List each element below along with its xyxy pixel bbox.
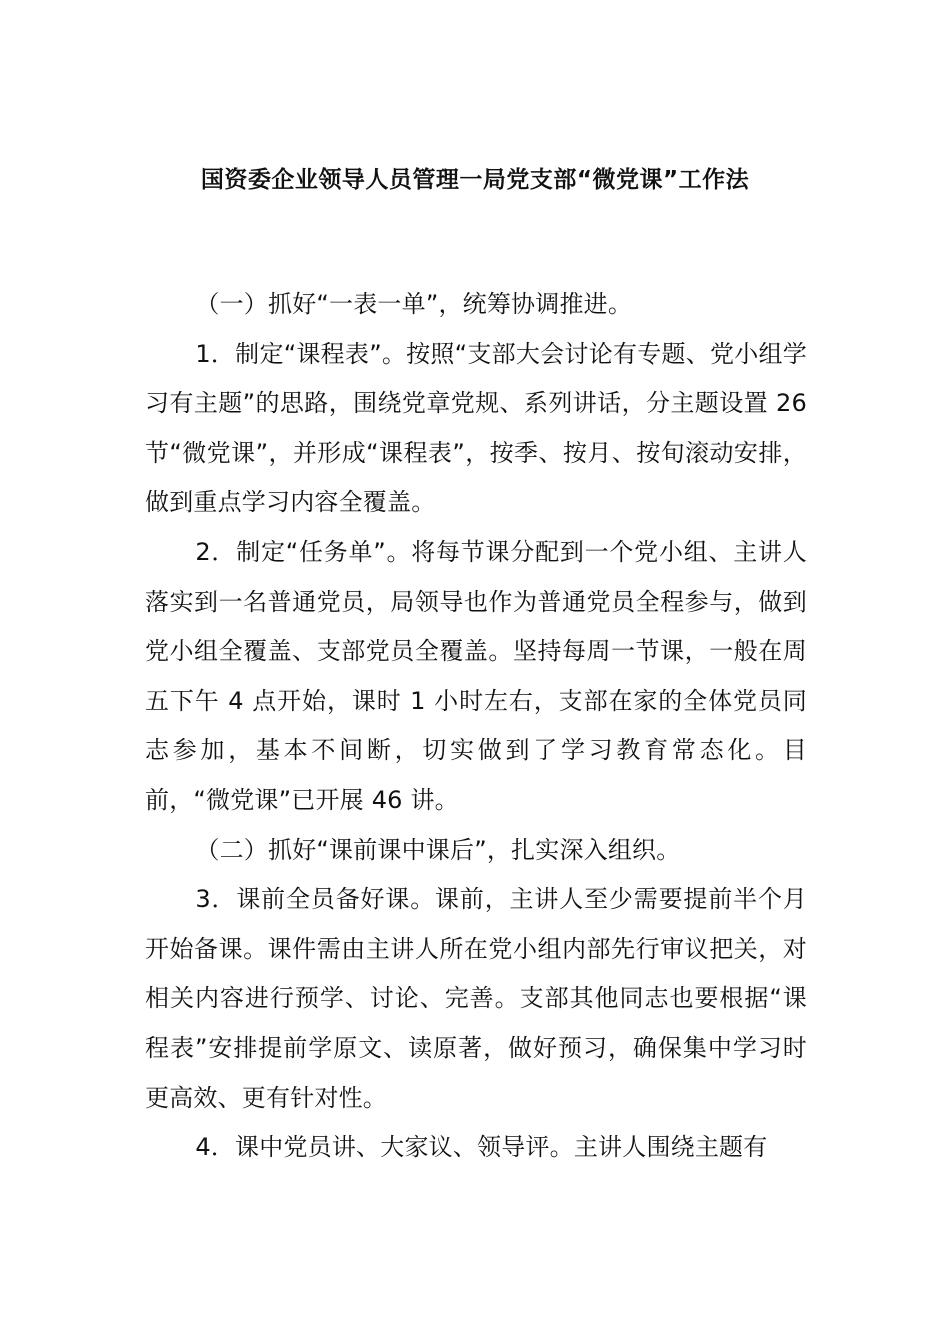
paragraph: 4．课中党员讲、大家议、领导评。主讲人围绕主题有 (195, 1133, 768, 1162)
paragraph: 1．制定“课程表”。按照“支部大会讨论有专题、党小组学习有主题”的思路，围绕党章党规、系列讲话，分主题设置 26 节“微党课”，并形成“课程表”，按季、按月、按旬滚动安排，做到重点学习内容全覆盖。 (145, 339, 807, 517)
paragraph: （二）抓好“课前课中课后”，扎实深入组织。 (195, 835, 681, 864)
paragraph: （一）抓好“一表一单”，统筹协调推进。 (195, 290, 633, 318)
document-body (145, 280, 807, 1173)
paragraph: 2．制定“任务单”。将每节课分配到一个党小组、主讲人落实到一名普通党员，局领导也作为普通党员全程参与，做到党小组全覆盖、支部党员全覆盖。坚持每周一节课，一般在周五下午 4 点开始，课时 1 小时左右，支部在家的全体党员同志参加，基本不间断，切实做到了学习教育常态化。目前，“微党课”已开展 46 讲。 (145, 537, 807, 814)
paragraph: 3．课前全员备好课。课前，主讲人至少需要提前半个月开始备课。课件需由主讲人所在党小组内部先行审议把关，对相关内容进行预学、讨论、完善。支部其他同志也要根据“课程表”安排提前学原文、读原著，做好预习，确保集中学习时更高效、更有针对性。 (145, 885, 807, 1112)
document-title: 国资委企业领导人员管理一局党支部“微党课”工作法 (200, 167, 750, 193)
